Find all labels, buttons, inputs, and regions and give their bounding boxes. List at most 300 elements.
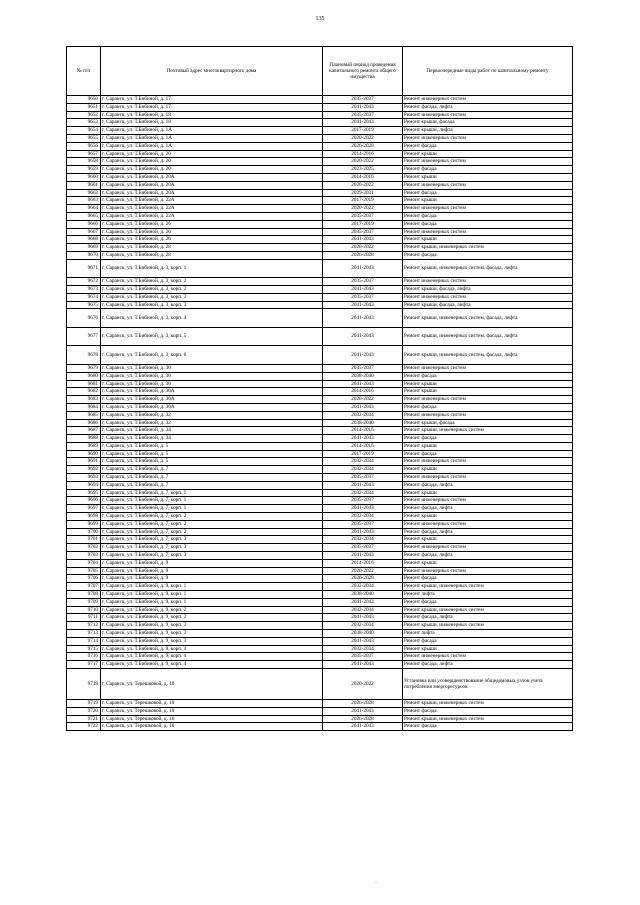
row-number: 9670 (67, 251, 101, 259)
table-row (67, 481, 573, 489)
table-row (67, 536, 573, 544)
row-address: г. Саранск, ул. Т.Бибиной, д. 22А (101, 205, 323, 213)
row-address: г. Саранск, ул. Т.Бибиной, д. 9 (101, 559, 323, 567)
row-number: 9707 (67, 583, 101, 591)
row-works: Ремонт инженерных систем (403, 111, 573, 119)
row-period: 2017-2019 (323, 197, 403, 205)
row-period: 2041-2043 (323, 435, 403, 443)
row-period: 2017-2019 (323, 220, 403, 228)
row-number: 9658 (67, 158, 101, 166)
row-address: г. Саранск, ул. Т.Бибиной, д. 32 (101, 419, 323, 427)
row-number: 9675 (67, 301, 101, 309)
row-number: 9699 (67, 520, 101, 528)
row-address: г. Саранск, ул. Терешковой, д. 10 (101, 700, 323, 708)
row-number: 9681 (67, 380, 101, 388)
table-row (67, 244, 573, 252)
row-address: г. Саранск, ул. Терешковой, д. 16 (101, 715, 323, 723)
row-works: Ремонт крыши (403, 513, 573, 521)
row-works: Ремонт инженерных систем (403, 653, 573, 661)
row-number: 9700 (67, 528, 101, 536)
row-number: 9698 (67, 513, 101, 521)
row-address: г. Саранск, ул. Т.Бибиной, д. 9, корп. 1 (101, 583, 323, 591)
table-row (67, 220, 573, 228)
row-address: г. Саранск, ул. Т.Бибиной, д. 1А (101, 134, 323, 142)
row-works: Ремонт фасада (403, 166, 573, 174)
row-address: г. Саранск, ул. Т.Бибиной, д. 17 (101, 103, 323, 111)
table-row (67, 293, 573, 301)
row-period: 2041-2043 (323, 259, 403, 278)
row-address: г. Саранск, ул. Т.Бибиной, д. 5 (101, 458, 323, 466)
row-address: г. Саранск, ул. Т.Бибиной, д. 9, корп. 3 (101, 637, 323, 645)
row-address: г. Саранск, ул. Т.Бибиной, д. 26 (101, 236, 323, 244)
row-address: г. Саранск, ул. Т.Бибиной, д. 9, корп. 4 (101, 653, 323, 661)
row-address: г. Саранск, ул. Т.Бибиной, д. 7, корп. 3 (101, 552, 323, 560)
row-works: Ремонт фасада (403, 598, 573, 606)
row-address: г. Саранск, ул. Т.Бибиной, д. 3, корп. 1 (101, 259, 323, 278)
row-period: 2014-2016 (323, 559, 403, 567)
table-row (67, 614, 573, 622)
row-period: 2041-2043 (323, 598, 403, 606)
table-row (67, 559, 573, 567)
row-address: г. Саранск, ул. Т.Бибиной, д. 34 (101, 435, 323, 443)
row-number: 9674 (67, 293, 101, 301)
row-number: 9660 (67, 173, 101, 181)
row-period: 2020-2022 (323, 205, 403, 213)
row-number: 9671 (67, 259, 101, 278)
row-period: 2035-2037 (323, 212, 403, 220)
row-address: г. Саранск, ул. Т.Бибиной, д. 1А (101, 142, 323, 150)
row-works: Ремонт крыши, фасада, лифта (403, 301, 573, 309)
row-works: Ремонт крыши, инженерных систем (403, 583, 573, 591)
table-row (67, 346, 573, 365)
row-number: 9662 (67, 189, 101, 197)
row-number: 9679 (67, 364, 101, 372)
row-number: 9715 (67, 645, 101, 653)
row-address: г. Саранск, ул. Т.Бибиной, д. 9, корп. 4 (101, 661, 323, 669)
row-works: Ремонт крыши (403, 150, 573, 158)
row-number: 9685 (67, 411, 101, 419)
row-period: 2038-2040 (323, 372, 403, 380)
row-address: г. Саранск, ул. Т.Бибиной, д. 1А (101, 127, 323, 135)
table-row (67, 442, 573, 450)
row-period: 2032-2034 (323, 583, 403, 591)
table-row (67, 466, 573, 474)
row-works: Ремонт крыши (403, 466, 573, 474)
row-works: Ремонт фасада, лифта (403, 661, 573, 669)
row-period: 2041-2043 (323, 637, 403, 645)
row-number: 9703 (67, 552, 101, 560)
row-works: Ремонт инженерных систем (403, 96, 573, 104)
table-row (67, 427, 573, 435)
row-period: 2041-2043 (323, 481, 403, 489)
row-period: 2026-2028 (323, 251, 403, 259)
row-address: г. Саранск, ул. Т.Бибиной, д. 18 (101, 111, 323, 119)
row-number: 9718 (67, 669, 101, 700)
row-address: г. Саранск, ул. Терешковой, д. 16 (101, 723, 323, 731)
row-number: 9678 (67, 346, 101, 365)
row-number: 9666 (67, 220, 101, 228)
row-number: 9680 (67, 372, 101, 380)
header-period: Плановый период проведения капитального ремонта общего имущества (323, 47, 403, 96)
row-address: г. Саранск, ул. Терешковой, д. 10 (101, 669, 323, 700)
row-number: 9719 (67, 700, 101, 708)
row-works: Ремонт фасада (403, 450, 573, 458)
row-works: Ремонт крыши, инженерных систем (403, 427, 573, 435)
row-number: 9690 (67, 450, 101, 458)
table-row (67, 309, 573, 328)
table-row (67, 212, 573, 220)
row-address: г. Саранск, ул. Т.Бибиной, д. 3, корп. 4 (101, 309, 323, 328)
row-works: Ремонт крыши (403, 645, 573, 653)
row-works: Ремонт инженерных систем (403, 458, 573, 466)
table-row (67, 364, 573, 372)
table-row (67, 700, 573, 708)
row-works: Ремонт инженерных систем (403, 181, 573, 189)
row-number: 9661 (67, 181, 101, 189)
table-row (67, 528, 573, 536)
row-address: г. Саранск, ул. Т.Бибиной, д. 30 (101, 372, 323, 380)
row-number: 9653 (67, 119, 101, 127)
row-address: г. Саранск, ул. Т.Бибиной, д. 7 (101, 474, 323, 482)
row-address: г. Саранск, ул. Т.Бибиной, д. 9, корп. 2 (101, 614, 323, 622)
table-row (67, 278, 573, 286)
table-row (67, 228, 573, 236)
table-row (67, 489, 573, 497)
row-period: 2032-2034 (323, 513, 403, 521)
row-period: 2035-2037 (323, 520, 403, 528)
row-number: 9706 (67, 575, 101, 583)
row-period: 2035-2037 (323, 96, 403, 104)
row-period: 2020-2022 (323, 669, 403, 700)
row-works: Ремонт крыши, фасада, лифта (403, 286, 573, 294)
row-address: г. Саранск, ул. Т.Бибиной, д. 20 (101, 158, 323, 166)
row-works: Ремонт крыши (403, 442, 573, 450)
row-number: 9702 (67, 544, 101, 552)
row-address: г. Саранск, ул. Т.Бибиной, д. 28 (101, 244, 323, 252)
row-number: 9710 (67, 606, 101, 614)
table-row (67, 653, 573, 661)
table-row (67, 630, 573, 638)
row-address: г. Саранск, ул. Т.Бибиной, д. 7, корп. 2 (101, 513, 323, 521)
table-row (67, 435, 573, 443)
row-period: 2041-2043 (323, 723, 403, 731)
row-number: 9669 (67, 244, 101, 252)
row-number: 9708 (67, 591, 101, 599)
row-works: Ремонт крыши, инженерных систем (403, 244, 573, 252)
row-works: Ремонт инженерных систем (403, 293, 573, 301)
row-period: 2020-2022 (323, 158, 403, 166)
row-address: г. Саранск, ул. Т.Бибиной, д. 5 (101, 450, 323, 458)
row-address: г. Саранск, ул. Т.Бибиной, д. 9, корп. 1 (101, 591, 323, 599)
row-period: 2041-2043 (323, 661, 403, 669)
row-works: Ремонт фасада (403, 251, 573, 259)
row-number: 9664 (67, 205, 101, 213)
row-number: 9683 (67, 396, 101, 404)
row-works: Ремонт фасада (403, 403, 573, 411)
row-address: г. Саранск, ул. Т.Бибиной, д. 7, корп. 1 (101, 489, 323, 497)
table-row (67, 380, 573, 388)
row-number: 9657 (67, 150, 101, 158)
row-works: Ремонт инженерных систем (403, 205, 573, 213)
row-number: 9714 (67, 637, 101, 645)
table-row (67, 372, 573, 380)
row-works: Ремонт крыши (403, 536, 573, 544)
row-works: Ремонт фасада (403, 189, 573, 197)
row-address: г. Саранск, ул. Т.Бибиной, д. 26 (101, 220, 323, 228)
row-works: Ремонт крыши (403, 197, 573, 205)
row-period: 2032-2034 (323, 645, 403, 653)
row-period: 2014-2016 (323, 427, 403, 435)
row-address: г. Саранск, ул. Т.Бибиной, д. 30А (101, 403, 323, 411)
row-number: 9720 (67, 707, 101, 715)
row-works: Ремонт крыши, инженерных систем, фасада, лифта (403, 259, 573, 278)
row-works: Ремонт крыши (403, 173, 573, 181)
table-row (67, 606, 573, 614)
row-works: Ремонт крыши (403, 380, 573, 388)
row-period: 2041-2043 (323, 327, 403, 346)
row-works: Ремонт лифта (403, 591, 573, 599)
table-row (67, 520, 573, 528)
row-period: 2014-2016 (323, 388, 403, 396)
row-period: 2041-2043 (323, 614, 403, 622)
row-works: Ремонт крыши (403, 236, 573, 244)
row-number: 9676 (67, 309, 101, 328)
row-number: 9711 (67, 614, 101, 622)
row-period: 2038-2040 (323, 591, 403, 599)
row-number: 9689 (67, 442, 101, 450)
row-number: 9663 (67, 197, 101, 205)
row-address: г. Саранск, ул. Терешковой, д. 10 (101, 707, 323, 715)
table-row (67, 111, 573, 119)
table-row (67, 575, 573, 583)
row-works: Ремонт крыши, инженерных систем (403, 715, 573, 723)
row-period: 2035-2037 (323, 228, 403, 236)
row-period: 2038-2040 (323, 419, 403, 427)
row-period: 2041-2043 (323, 119, 403, 127)
table-row (67, 715, 573, 723)
row-period: 2035-2037 (323, 278, 403, 286)
row-works: Ремонт инженерных систем (403, 364, 573, 372)
row-works: Ремонт крыши, инженерных систем (403, 622, 573, 630)
table-row (67, 591, 573, 599)
row-period: 2017-2019 (323, 450, 403, 458)
row-address: г. Саранск, ул. Т.Бибиной, д. 7, корп. 3 (101, 536, 323, 544)
table-row (67, 327, 573, 346)
row-number: 9705 (67, 567, 101, 575)
row-number: 9682 (67, 388, 101, 396)
row-address: г. Саранск, ул. Т.Бибиной, д. 3, корп. 3 (101, 301, 323, 309)
table-row (67, 251, 573, 259)
row-address: г. Саранск, ул. Т.Бибиной, д. 7, корп. 3 (101, 544, 323, 552)
page-number: 135 (315, 16, 325, 22)
row-address: г. Саранск, ул. Т.Бибиной, д. 30А (101, 388, 323, 396)
row-number: 9692 (67, 466, 101, 474)
row-number: 9717 (67, 661, 101, 669)
table-row (67, 205, 573, 213)
row-number: 9693 (67, 474, 101, 482)
row-period: 2032-2034 (323, 536, 403, 544)
row-number: 9668 (67, 236, 101, 244)
table-row (67, 388, 573, 396)
row-number: 9716 (67, 653, 101, 661)
row-number: 9712 (67, 622, 101, 630)
row-number: 9656 (67, 142, 101, 150)
header-works: Первоочередные виды работ по капитальному ремонту (403, 47, 573, 96)
row-address: г. Саранск, ул. Т.Бибиной, д. 9, корп. 3 (101, 622, 323, 630)
row-address: г. Саранск, ул. Т.Бибиной, д. 30 (101, 364, 323, 372)
row-address: г. Саранск, ул. Т.Бибиной, д. 22А (101, 197, 323, 205)
row-period: 2032-2034 (323, 458, 403, 466)
row-period: 2035-2037 (323, 474, 403, 482)
row-works: Ремонт лифта (403, 630, 573, 638)
row-address: г. Саранск, ул. Т.Бибиной, д. 9, корп. 4 (101, 645, 323, 653)
table-row (67, 286, 573, 294)
row-works: Ремонт фасада, лифта (403, 614, 573, 622)
row-number: 9651 (67, 103, 101, 111)
row-works: Ремонт крыши, инженерных систем, фасада, лифта (403, 346, 573, 365)
row-address: г. Саранск, ул. Т.Бибиной, д. 9, корп. 3 (101, 630, 323, 638)
row-period: 2035-2037 (323, 653, 403, 661)
row-works: Ремонт крыши, фасада (403, 119, 573, 127)
row-works: Ремонт крыши, фасада (403, 419, 573, 427)
table-row (67, 127, 573, 135)
row-number: 9709 (67, 598, 101, 606)
table-row (67, 150, 573, 158)
row-works: Ремонт инженерных систем (403, 411, 573, 419)
row-number: 9652 (67, 111, 101, 119)
row-address: г. Саранск, ул. Т.Бибиной, д. 30 (101, 380, 323, 388)
table-row (67, 637, 573, 645)
row-period: 2041-2043 (323, 309, 403, 328)
row-period: 2014-2016 (323, 150, 403, 158)
row-period: 2041-2043 (323, 346, 403, 365)
row-address: г. Саранск, ул. Т.Бибиной, д. 20А (101, 173, 323, 181)
row-address: г. Саранск, ул. Т.Бибиной, д. 20 (101, 166, 323, 174)
row-address: г. Саранск, ул. Т.Бибиной, д. 32 (101, 411, 323, 419)
table-row (67, 645, 573, 653)
table-row (67, 134, 573, 142)
row-address: г. Саранск, ул. Т.Бибиной, д. 7, корп. 2 (101, 520, 323, 528)
row-number: 9673 (67, 286, 101, 294)
table-header-row (67, 47, 573, 96)
row-number: 9691 (67, 458, 101, 466)
row-period: 2041-2043 (323, 380, 403, 388)
row-works: Ремонт фасада, лифта (403, 481, 573, 489)
row-period: 2017-2019 (323, 127, 403, 135)
header-address: Почтовый адрес многоквартирного дома (101, 47, 323, 96)
row-address: г. Саранск, ул. Т.Бибиной, д. 20А (101, 181, 323, 189)
row-works: Ремонт крыши (403, 388, 573, 396)
header-num: № п/п (67, 47, 101, 96)
row-period: 2041-2043 (323, 236, 403, 244)
row-period: 2035-2037 (323, 364, 403, 372)
row-number: 9687 (67, 427, 101, 435)
row-address: г. Саранск, ул. Т.Бибиной, д. 18 (101, 119, 323, 127)
row-works: Ремонт фасада (403, 575, 573, 583)
table-row (67, 497, 573, 505)
row-works: Ремонт фасада, лифта (403, 552, 573, 560)
row-works: Ремонт крыши, инженерных систем (403, 606, 573, 614)
table-row (67, 598, 573, 606)
table-body (67, 96, 573, 731)
row-period: 2041-2043 (323, 286, 403, 294)
row-address: г. Саранск, ул. Т.Бибиной, д. 28 (101, 251, 323, 259)
table-row (67, 505, 573, 513)
row-number: 9696 (67, 497, 101, 505)
row-address: г. Саранск, ул. Т.Бибиной, д. 3, корп. 2 (101, 286, 323, 294)
table-row (67, 583, 573, 591)
row-number: 9704 (67, 559, 101, 567)
row-works: Ремонт инженерных систем (403, 474, 573, 482)
row-number: 9694 (67, 481, 101, 489)
row-number: 9677 (67, 327, 101, 346)
row-works: Ремонт фасада (403, 723, 573, 731)
table-row (67, 723, 573, 731)
row-number: 9686 (67, 419, 101, 427)
row-period: 2020-2022 (323, 134, 403, 142)
row-address: г. Саранск, ул. Т.Бибиной, д. 3, корп. 3 (101, 293, 323, 301)
table-row (67, 474, 573, 482)
table-row (67, 661, 573, 669)
row-address: г. Саранск, ул. Т.Бибиной, д. 9, корп. 2 (101, 606, 323, 614)
row-address: г. Саранск, ул. Т.Бибиной, д. 7, корп. 2 (101, 528, 323, 536)
table-row (67, 236, 573, 244)
row-works: Ремонт фасада, лифта (403, 505, 573, 513)
row-works: Ремонт инженерных систем (403, 396, 573, 404)
row-works: Ремонт инженерных систем (403, 278, 573, 286)
row-works: Ремонт крыши (403, 559, 573, 567)
row-period: 2026-2028 (323, 142, 403, 150)
row-period: 2023-2025 (323, 166, 403, 174)
table-row (67, 158, 573, 166)
row-number: 9713 (67, 630, 101, 638)
table-row (67, 396, 573, 404)
row-works: Ремонт инженерных систем (403, 134, 573, 142)
row-works: Ремонт фасада (403, 372, 573, 380)
row-number: 9654 (67, 127, 101, 135)
row-address: г. Саранск, ул. Т.Бибиной, д. 5 (101, 442, 323, 450)
row-number: 9701 (67, 536, 101, 544)
table-row (67, 513, 573, 521)
row-period: 2041-2043 (323, 707, 403, 715)
table-row (67, 119, 573, 127)
row-period: 2020-2022 (323, 567, 403, 575)
row-period: 2032-2034 (323, 622, 403, 630)
row-works: Ремонт фасада (403, 220, 573, 228)
row-period: 2038-2040 (323, 630, 403, 638)
row-number: 9684 (67, 403, 101, 411)
row-works: Ремонт крыши, инженерных систем (403, 700, 573, 708)
row-works: Ремонт инженерных систем (403, 520, 573, 528)
row-period: 2029-2031 (323, 189, 403, 197)
row-works: Ремонт крыши, лифта (403, 127, 573, 135)
row-works: Ремонт фасада (403, 637, 573, 645)
row-works: Ремонт крыши (403, 489, 573, 497)
row-period: 2014-2016 (323, 173, 403, 181)
row-works: Ремонт крыши, инженерных систем, фасада, лифта (403, 327, 573, 346)
row-period: 2041-2043 (323, 505, 403, 513)
row-period: 2026-2028 (323, 700, 403, 708)
row-works: Ремонт инженерных систем (403, 544, 573, 552)
row-works: Ремонт фасада, лифта (403, 103, 573, 111)
row-address: г. Саранск, ул. Т.Бибиной, д. 20А (101, 189, 323, 197)
row-number: 9722 (67, 723, 101, 731)
table-row (67, 622, 573, 630)
row-works: Ремонт крыши, инженерных систем, фасада, лифта (403, 309, 573, 328)
row-address: г. Саранск, ул. Т.Бибиной, д. 7, корп. 1 (101, 505, 323, 513)
row-number: 9695 (67, 489, 101, 497)
table-row (67, 552, 573, 560)
